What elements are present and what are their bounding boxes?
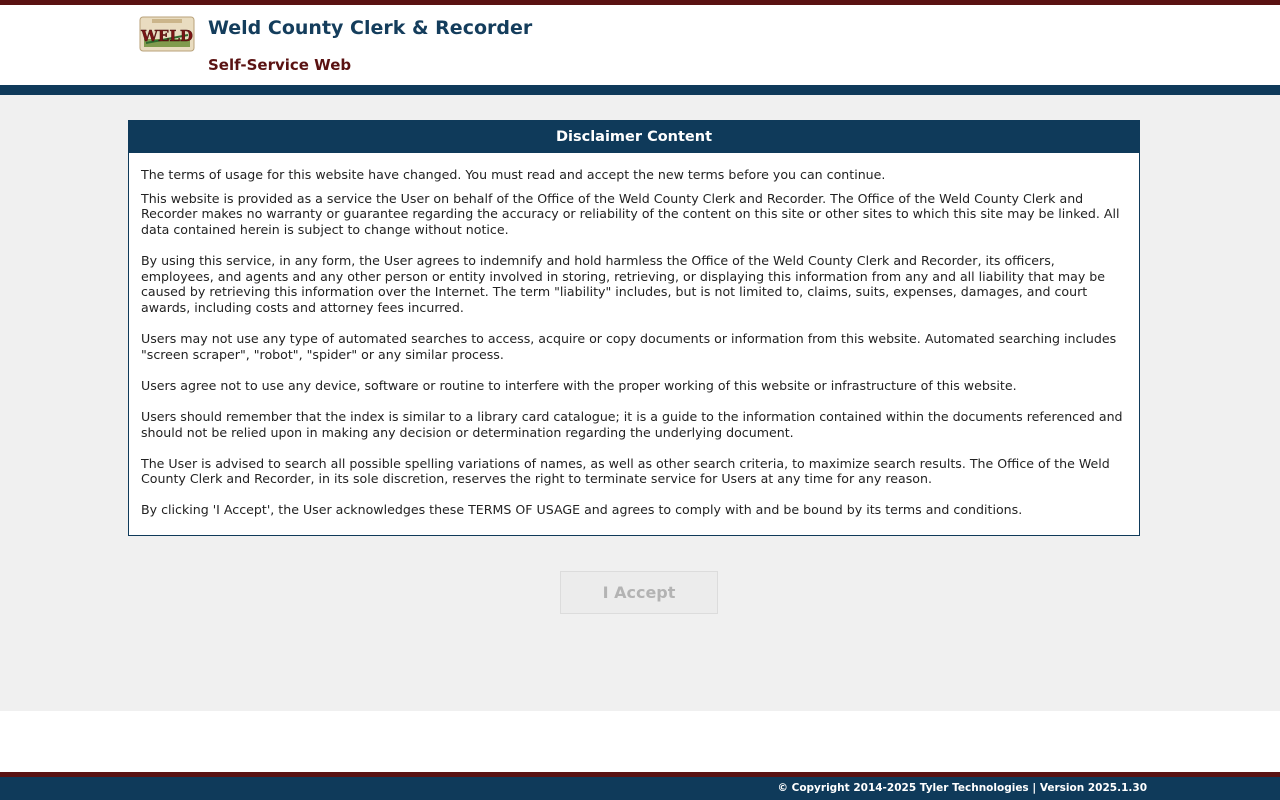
disclaimer-heading: Disclaimer Content: [129, 121, 1139, 153]
i-accept-button[interactable]: I Accept: [560, 571, 718, 614]
site-header: [0, 5, 1280, 85]
disclaimer-intro: The terms of usage for this website have changed. You must read and accept the new terms before you can continue.: [141, 167, 886, 182]
disclaimer-paragraph: The User is advised to search all possible spelling variations of names, as well as other search criteria, to maximize search results. The Office of the Weld County Clerk and Recorder, in its sole discretion, reserves the right to terminate service for Users at any time for any reason.: [141, 455, 1110, 487]
disclaimer-paragraph: This website is provided as a service the User on behalf of the Office of the Weld County Clerk and Recorder. The Office of the Weld County Clerk and Recorder makes no warranty or guarantee regarding the accuracy or reliability of the content on this site or other sites to which this site may be linked. All data contained herein is subject to change without notice.: [141, 190, 1120, 237]
disclaimer-paragraph: Users should remember that the index is similar to a library card catalogue; it is a guide to the information contained within the documents referenced and should not be relied upon in making any decision or determination regarding the underlying document.: [141, 408, 1123, 440]
site-subtitle: Self-Service Web: [208, 56, 352, 74]
copyright-text: © Copyright 2014-2025 Tyler Technologies | Version 2025.1.30: [777, 782, 1147, 794]
disclaimer-paragraph: By clicking 'I Accept', the User acknowledges these TERMS OF USAGE and agrees to comply with and be bound by its terms and conditions.: [141, 502, 1023, 518]
site-title: Weld County Clerk & Recorder: [208, 17, 533, 39]
header-navy-bar: [0, 85, 1280, 95]
disclaimer-paragraph: Users may not use any type of automated searches to access, acquire or copy documents or information from this website. Automated searching includes "screen scraper", "robot", "spider" or any similar process.: [141, 330, 1117, 362]
site-footer: [0, 777, 1280, 800]
disclaimer-paragraph: Users agree not to use any device, software or routine to interfere with the proper working of this website or infrastructure of this website.: [141, 377, 1017, 393]
weld-county-logo-icon[interactable]: [138, 15, 196, 53]
footer-spacer: [0, 711, 1280, 772]
disclaimer-paragraph: By using this service, in any form, the User agrees to indemnify and hold harmless the Office of the Weld County Clerk and Recorder, its officers, employees, and agents and any other person or entity involved in storing, retrieving, or displaying this information from any and all liability that may be caused by retrieving this information over the Internet. The term "liability" includes, but is not limited to, claims, suits, expenses, damages, and court awards, including costs and attorney fees incurred.: [141, 252, 1106, 315]
svg-text:WELD: WELD: [141, 27, 193, 45]
disclaimer-body: [129, 153, 1139, 518]
main-content: [0, 95, 1280, 711]
disclaimer-panel: [128, 120, 1140, 536]
